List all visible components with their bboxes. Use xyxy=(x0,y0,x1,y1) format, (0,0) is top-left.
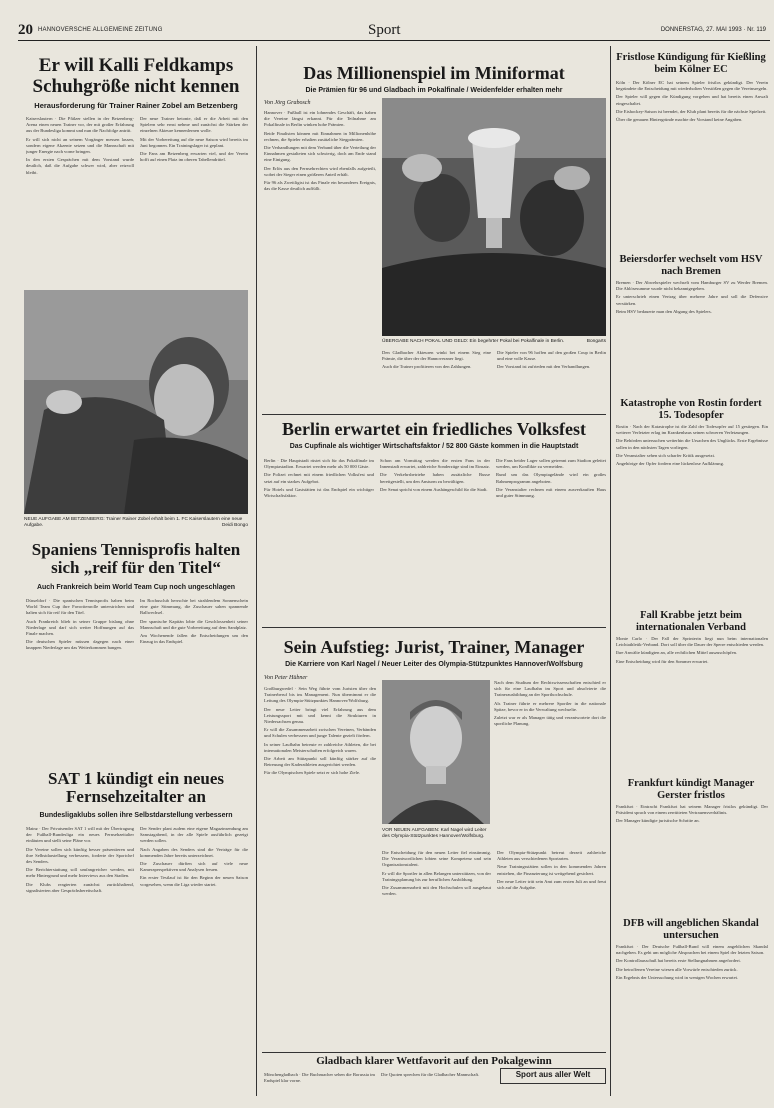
body-frankfurt: Frankfurt · Eintracht Frankfurt hat seinem Manager fristlos gekündigt. Der Präsident sprach von einem zerrütteten Vertrauensverhältnis. Der Manager kündigte juristische Schritte an. xyxy=(616,804,768,824)
headline-rostin: Katastrophe von Rostin fordert 15. Todesopfer xyxy=(620,398,762,421)
body-beiersdorfer: Bremen · Der Abwehrspieler wechselt vom Hamburger SV zu Werder Bremen. Die Ablösesumme wurde nicht bekanntgegeben. Er unterschrieb einen Vertrag über mehrere Jahre und soll die Defensive verstärken. Beim HSV bedauerte man den Abgang des Spielers. xyxy=(616,280,768,314)
headline-millionen: Das Millionenspiel im Miniformat xyxy=(303,63,565,83)
page-header xyxy=(18,22,770,41)
headline-sat1: SAT 1 kündigt ein neues Fernsehzeitalter an xyxy=(47,769,225,807)
headline-tennis: Spaniens Tennisprofis halten sich „reif für den Titel“ xyxy=(31,540,241,578)
divider xyxy=(262,1052,606,1053)
headline-dfb: DFB will angeblichen Skandal untersuchen xyxy=(623,918,759,941)
body-aufstieg-right: Nach dem Studium der Rechtswissenschaften entschied er sich für eine Laufbahn im Sport und absolvierte die Trainerausbildung an der Sporthochschule. Als Trainer führte er mehrere Sportler in die nationale Spitze, bevor er in die Verwaltung wechselte. Zuletzt war er als Manager tätig und verantwortete dort die sportliche Planung. xyxy=(494,680,606,727)
body-feldkamp: Kaiserslautern · Die Pfälzer stellen in der Betzenberg-Arena einen neuen Trainer vor, der mit großer Erfahrung aus der Bundesliga kommt und nun die Nachfolge antritt. Er will sich nicht an seinem Vorgänger messen lassen, sondern eigene Akzente setzen und die Mannschaft mit junger Energie nach vorne bringen. In den ersten Gesprächen mit dem Vorstand wurde deutlich, daß die Aufgabe schwer wird, aber reizvoll bleibt. Der neue Trainer betonte, daß er die Arbeit mit den Spielern sehr ernst nehme und zunächst die Stärken der einzelnen Akteure kennenlernen wolle. Mit der Vorbereitung auf die neue Saison wird bereits im Juni begonnen. Ein Trainingslager ist geplant. Die Fans am Betzenberg erwarten viel, und der Verein hofft auf einen Platz im oberen Tabellendrittel. xyxy=(26,116,248,175)
headline-gladbach: Gladbach klarer Wettfavorit auf den Pokalgewinn xyxy=(316,1055,552,1067)
caption-millionen xyxy=(382,339,606,345)
body-millionen-left: Hannover · Fußball ist ein lohnendes Geschäft, das haben die Vereine längst erkannt. Für die Teilnahme am Pokalfinale in Berlin winken hohe Prämien. Beide Finalisten können mit Einnahmen in Millionenhöhe rechnen, die Spieler erhalten zusätzliche Siegprämien. Die Verhandlungen mit dem Verband über die Verteilung der Einnahmen gestalteten sich schwierig, doch am Ende stand eine Einigung. Der Erlös aus den Fernsehrechten wird ebenfalls aufgeteilt, wobei der Sieger einen größeren Anteil erhält. Für 96 als Zweitligist ist das Finale ein besonderes Ereignis, das die Kasse deutlich auffüllt. xyxy=(264,110,376,192)
paper-name: HANNOVERSCHE ALLGEMEINE ZEITUNG xyxy=(38,27,163,33)
body-sat1: Mainz · Der Privatsender SAT 1 will mit der Übertragung der Fußball-Bundesliga ein neues Fernsehzeitalter einläuten und stellt seine Pläne vor. Die Vereine sollen sich künftig besser präsentieren und ihre Selbstdarstellung verbessern, forderte der Sportchef des Senders. Die Berichterstattung soll umfangreicher werden, mit mehr Hintergrund und mehr Interviews aus den Stadien. Die Klubs reagierten zunächst zurückhaltend, signalisierten aber Gesprächsbereitschaft. Der Sender plant zudem eine eigene Magazinsendung am Samstagabend, in der alle Spiele ausführlich gezeigt werden sollen. Nach Angaben des Senders sind die Verträge für die kommenden Jahre bereits unterzeichnet. Die Zuschauer dürften sich auf viele neue Kameraperspektiven und Analysen freuen. Ein erster Testlauf ist für den Beginn der neuen Saison vorgesehen, wenn die Liga wieder startet. xyxy=(26,826,248,893)
body-krabbe: Monte Carlo · Der Fall der Sprinterin liegt nun beim internationalen Leichtathletik-Verband. Dort soll über die Dauer der Sperre entschieden werden. Ihre Anwälte kündigten an, alle rechtlichen Mittel auszuschöpfen. Eine Entscheidung wird für den Sommer erwartet. xyxy=(616,636,768,664)
headline-krabbe: Fall Krabbe jetzt beim internationalen Verband xyxy=(636,610,746,633)
headline-aller-welt: Sport aus aller Welt xyxy=(515,1070,591,1079)
photo-trainer-zobel xyxy=(24,290,248,514)
subhead-millionen: Die Prämien für 96 und Gladbach im Pokalfinale / Weidenfelder erhalten mehr xyxy=(305,87,563,94)
author-aufstieg: Von Peter Hübner xyxy=(264,675,308,681)
caption-aufstieg: VOR NEUEN AUFGABEN: Karl Nagel wird Leiter des Olympia-Stützpunktes Hannover/Wolfsburg. xyxy=(382,828,487,839)
body-berlin: Berlin · Die Hauptstadt rüstet sich für das Pokalfinale im Olympiastadion. Erwartet werden mehr als 50 000 Gäste. Die Polizei rechnet mit einem friedlichen Volksfest und setzt auf ein starkes Aufgebot. Für Hotels und Gaststätten ist das Endspiel ein wichtiger Wirtschaftsfaktor. Schon am Vormittag werden die ersten Fans in der Innenstadt erwartet, zahlreiche Sonderzüge sind im Einsatz. Die Verkehrsbetriebe haben zusätzliche Busse bereitgestellt, um den Ansturm zu bewältigen. Der Senat spricht von einem Aushängeschild für die Stadt. Die Fans beider Lager sollen getrennt zum Stadion geleitet werden, um Konflikte zu vermeiden. Rund um das Olympiagelände wird ein großes Rahmenprogramm angeboten. Die Veranstalter rechnen mit einem ausverkauften Haus und guter Stimmung. xyxy=(264,458,606,499)
body-tennis: Düsseldorf · Die spanischen Tennisprofis haben beim World Team Cup ihre Favoritenrolle unterstrichen und halten sich für reif für den Titel. Auch Frankreich blieb in seiner Gruppe bislang ohne Niederlage und darf sich weiter Hoffnungen auf das Finale machen. Die deutschen Spieler müssen dagegen nach einer knappen Niederlage um das Weiterkommen bangen. Im Rochusclub herrschte bei strahlendem Sonnenschein eine gute Stimmung, die Zuschauer sahen spannende Ballwechsel. Der spanische Kapitän lobte die Geschlossenheit seiner Mannschaft und die gute Vorbereitung auf dem Sandplatz. Am Wochenende fallen die Entscheidungen um den Einzug in das Endspiel. xyxy=(26,598,248,651)
page-number: 20 xyxy=(18,22,33,38)
caption-text: ÜBERGABE NACH POKAL UND GELD: Ein begehrter Pokal bei Pokalfinale in Berlin. xyxy=(382,339,565,344)
headline-frankfurt: Frankfurt kündigt Manager Gerster fristlos xyxy=(627,778,755,801)
subhead-feldkamp: Herausforderung für Trainer Rainer Zobel am Betzenberg xyxy=(34,101,238,110)
aller-welt-box xyxy=(500,1068,606,1084)
caption-feldkamp xyxy=(24,517,248,529)
headline-feldkamp: Er will Kalli Feldkamps Schuhgröße nicht kennen xyxy=(32,55,240,97)
body-dfb: Frankfurt · Der Deutsche Fußball-Bund will einem angeblichen Skandal nachgehen. Es geht um mögliche Absprachen bei einem Spiel der letzten Saison. Der Kontrollausschuß hat bereits erste Stellungnahmen angefordert. Die betroffenen Vereine wiesen alle Vorwürfe entschieden zurück. Ein Ergebnis der Untersuchung wird in wenigen Wochen erwartet. xyxy=(616,944,768,980)
photo-credit: Deidi Bongo xyxy=(221,523,248,528)
subhead-aufstieg: Die Karriere von Karl Nagel / Neuer Leiter des Olympia-Stützpunktes Hannover/Wolfsburg xyxy=(285,661,583,668)
body-gladbach: Mönchengladbach · Die Buchmacher sehen die Borussia im Endspiel klar vorne. Die Quoten sprechen für die Gladbacher Mannschaft. xyxy=(264,1072,480,1084)
subhead-tennis: Auch Frankreich beim World Team Cup noch ungeschlagen xyxy=(36,584,236,591)
column-rule xyxy=(610,46,611,1096)
section-title: Sport xyxy=(368,22,401,38)
headline-berlin: Berlin erwartet ein friedliches Volksfest xyxy=(282,419,586,439)
photo-karl-nagel xyxy=(382,680,490,824)
caption-text: NEUE AUFGABE AM BETZENBERG: Trainer Rainer Zobel erhält beim 1. FC Kaiserslautern eine neue Aufgabe. xyxy=(24,517,243,528)
column-rule xyxy=(256,46,257,1096)
body-aufstieg-left: Großburgwedel · Sein Weg führte vom Juristen über den Trainerberuf bis ins Management. Nun übernimmt er die Leitung des Olympia-Stützpunktes Hannover/Wolfsburg. Der neue Leiter bringt viel Erfahrung aus dem Leistungssport mit und kennt die Strukturen in Niedersachsen genau. Er will die Zusammenarbeit zwischen Vereinen, Verbänden und Schulen verbessern und junge Talente gezielt fördern. In seiner Laufbahn betreute er zahlreiche Athleten, die bei internationalen Meisterschaften erfolgreich waren. Die Arbeit am Stützpunkt soll künftig stärker auf die Betreuung der Kaderathleten ausgerichtet werden. Für die Olympischen Spiele setzt er sich hohe Ziele. xyxy=(264,686,376,776)
subhead-berlin: Das Cupfinale als wichtiger Wirtschaftsfaktor / 52 800 Gäste kommen in die Hauptstadt xyxy=(289,443,579,450)
photo-credit: Bongarts xyxy=(586,339,606,344)
author-millionen: Von Jörg Grabosch xyxy=(264,100,311,106)
body-millionen-right: Den Gladbacher Akteuren winkt bei einem Sieg eine Prämie, die über der der Hannoveraner liegt. Auch die Trainer profitieren von den Zahlungen. Die Spieler von 96 hoffen auf den großen Coup in Berlin und eine volle Kasse. Der Vorstand ist zufrieden mit den Verhandlungen. xyxy=(382,350,606,370)
headline-kiessling: Fristlose Kündigung für Kießling beim Kölner EC xyxy=(616,52,766,75)
issue-date: DONNERSTAG, 27. MAI 1993 · Nr. 119 xyxy=(660,27,766,33)
subhead-sat1: Bundesligaklubs sollen ihre Selbstdarstellung verbessern xyxy=(39,812,233,819)
body-kiessling: Köln · Der Kölner EC hat seinem Spieler fristlos gekündigt. Der Verein begründete die Entscheidung mit wiederholten Verstößen gegen die Vereinsregeln. Der Spieler will gegen die Kündigung vorgehen und hat bereits einen Anwalt eingeschaltet. Die Eishockey-Saison ist beendet, der Klub plant bereits für die nächste Spielzeit. Über die genauen Hintergründe machte der Vorstand keine Angaben. xyxy=(616,80,768,123)
body-rostin: Rostin · Nach der Katastrophe ist die Zahl der Todesopfer auf 15 gestiegen. Ein weiterer Verletzter erlag im Krankenhaus seinen schweren Verletzungen. Die Behörden untersuchen weiterhin die Ursachen des Unglücks. Erste Ergebnisse sollen in den nächsten Tagen vorliegen. Die Veranstalter sehen sich scharfer Kritik ausgesetzt. Angehörige der Opfer fordern eine lückenlose Aufklärung. xyxy=(616,424,768,467)
photo-pokal xyxy=(382,98,606,336)
divider xyxy=(262,627,606,628)
divider xyxy=(262,414,606,415)
body-aufstieg-bottom: Die Entscheidung für den neuen Leiter fiel einstimmig. Die Verantwortlichen lobten seine Kompetenz und sein Organisationstalent. Er will die Sportler in allen Belangen unterstützen, von der Trainingsplanung bis zur beruflichen Ausbildung. Die Zusammenarbeit mit den Hochschulen soll ausgebaut werden. Der Olympia-Stützpunkt betreut derzeit zahlreiche Athleten aus verschiedenen Sportarten. Neue Trainingsstätten sollen in den kommenden Jahren entstehen, die Finanzierung ist weitgehend gesichert. Der neue Leiter tritt sein Amt zum ersten Juli an und freut sich auf die Aufgabe. xyxy=(382,850,606,897)
headline-aufstieg: Sein Aufstieg: Jurist, Trainer, Manager xyxy=(283,637,585,657)
headline-beiersdorfer: Beiersdorfer wechselt vom HSV nach Bremen xyxy=(619,254,763,277)
